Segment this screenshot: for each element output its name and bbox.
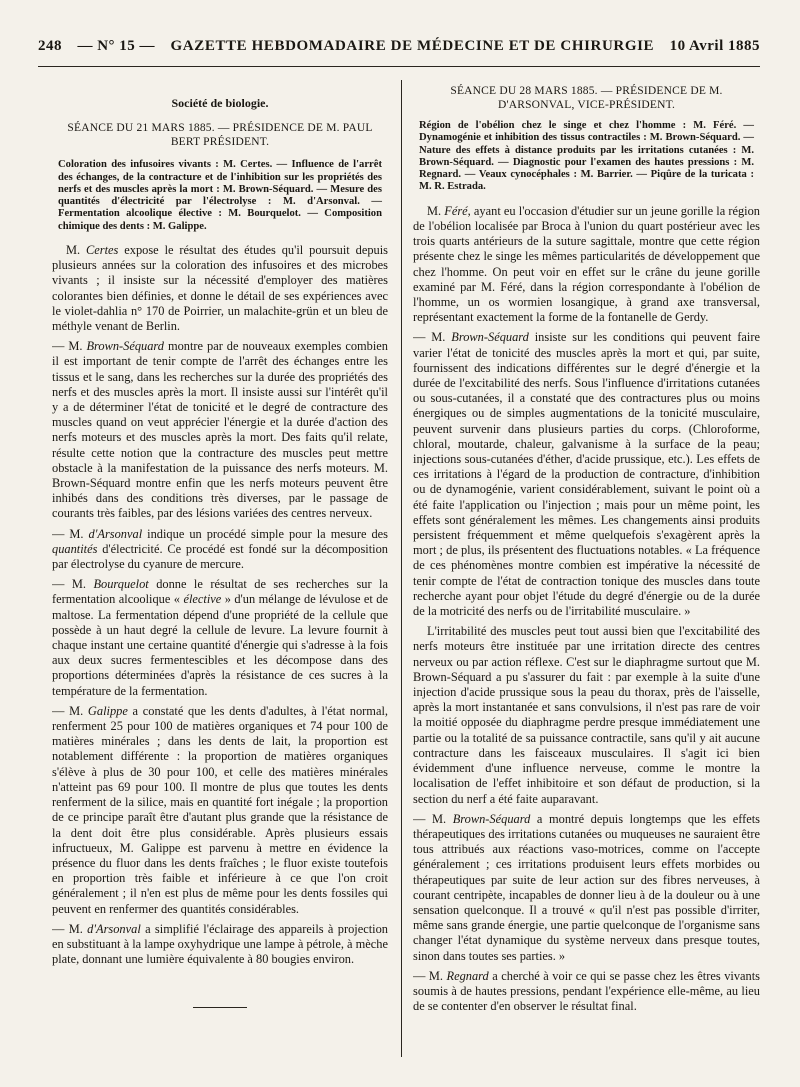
paragraph-irritabilite: L'irritabilité des muscles peut tout aussi bien que l'excitabilité des nerfs moteurs être instituée par une irritation directe des centres nerveux ou par action réflexe. C'est sur le diaphragme surtout que M. Brown-Séquard a pu s'assurer du fait : par exemple à la suite d'une injection d'acide prussique sous la peau du thorax, près de l'aisselle, après la mort instantanée et sans convulsions, il n'est pas rare de voir la moitié opposée du diaphragme perdre presque immédiatement une partie ou la totalité de sa puissance contractile, sans qu'il y ait aucune contracture dans les faisceaux musculaires. Il s'agit ici bien évidemment d'une influence nerveuse, comme le montre la localisation de l'effet inhibitoire et son défaut de production, si la section du nerf a été faite auparavant. (413, 624, 760, 806)
journal-title: GAZETTE HEBDOMADAIRE DE MÉDECINE ET DE CHIRURGIE (170, 38, 655, 54)
paragraph-bourquelot: — M. Bourquelot donne le résultat de ses recherches sur la fermentation alcoolique « élective » d'un mélange de lévulose et de maltose. La fermentation dépend d'une propriété de la cellule que possède à un haut degré la cellule de levure. La levure fournit à chaque instant une certaine quantité d'énergie qui s'adresse à la fois aux deux sucres fermentescibles et les décompose dans des proportions déterminées d'après la résistance de ces sucres à la température de la fermentation. (52, 577, 388, 698)
paragraph-darsonval: — M. d'Arsonval indique un procédé simple pour la mesure des quantités d'électricité. Ce procédé est fondé sur la décomposition par électrolyse du cyanure de mercure. (52, 526, 388, 572)
page-number: 248 (38, 38, 62, 54)
right-column (413, 82, 760, 1061)
speaker-name: Galippe (87, 703, 128, 718)
paragraph-galippe: — M. Galippe a constaté que les dents d'adultes, à l'état normal, renferment 25 pour 100 de matières organiques et 74 pour 100 de matières minérales ; dans les dents de lait, la proportion est notablement différente : la proportion de matières organiques s'élève à plus de 30 pour 100, et celle des matières minérales n'atteint pas 69 pour 100. Il montre de plus que toutes les dents renferment de la silice, mais en quantité fort inégale ; la proportion de ce principe paraît être d'autant plus grande que la résistance de la dent doit être plus considérable. Après plusieurs essais infructueux, M. Galippe est parvenu à mettre en évidence la présence du fluor dans les dents fraîches ; le fluor existe toutefois en proportion très faible et inférieure à ce que l'on croit généralement ; il n'en est plus de même pour les dents fossiles qui peuvent en renfermer des quantités considérables. (52, 703, 388, 916)
speaker-name: Brown-Séquard (86, 339, 164, 354)
issue-number: — N° 15 — (77, 38, 156, 54)
page-header (38, 38, 760, 60)
speaker-name: d'Arsonval (88, 526, 143, 541)
seance-summary: Coloration des infusoires vivants : M. Certes. — Influence de l'arrêt des échanges, de la contracture et de l'inhibition sur les propriétés des nerfs et des muscles après la mort : M. Brown-Séquard. — Mesure des quantités d'électricité par l'électrolyse : M. d'Arsonval. — Fermentation alcoolique élective : M. Bourquelot. — Composition chimique des dents : M. Galippe. (58, 159, 382, 232)
paragraph-brown-sequard: — M. Brown-Séquard montre par de nouveaux exemples combien il est important de tenir compte de l'arrêt des échanges entre les tissus et le sang, dans les recherches sur la durée des propriétés des nerfs et des muscles après la mort. Il insiste aussi sur l'intérêt qu'il y a de déterminer l'état de tonicité et le degré de contracture des muscles quand on veut apprécier l'énergie et la durée d'action des nerfs moteurs et des muscles après la mort. Des faits qu'il relate, résulte cette notion que la contracture des muscles peut mettre obstacle à la manifestation de la puissance des nerfs moteurs. M. Brown-Séquard montre enfin que les nerfs moteurs peuvent être inhibés dans des conditions très diverses, par le passage de courants très faibles, par des lésions variées des centres nerveux. (52, 339, 388, 521)
seance-heading: SÉANCE DU 21 MARS 1885. — PRÉSIDENCE DE M. PAUL BERT PRÉSIDENT. (67, 122, 373, 149)
speaker-name: d'Arsonval (87, 921, 141, 936)
header-rule (38, 66, 760, 67)
paragraph-fere: M. Féré, ayant eu l'occasion d'étudier sur un jeune gorille la région de l'obélion localisée par Broca à l'union du quart postérieur avec les trois quarts antérieurs de la suture sagittale, montre que cette région présente chez le singe les mêmes particularités de développement que chez l'homme. On peut voir en effet sur le crâne du jeune gorille examiné par M. Féré, dans la région correspondante à l'obélion de l'homme, un os wormien losangique, à grand axe transversal, représentant exactement la forme de la fontanelle de Gerdy. (413, 203, 760, 325)
speaker-name: Bourquelot (93, 577, 149, 592)
speaker-name: Regnard (446, 968, 489, 983)
issue-date: 10 Avril 1885 (669, 38, 760, 54)
seance-heading: SÉANCE DU 28 MARS 1885. — PRÉSIDENCE DE M. D'ARSONVAL, VICE-PRÉSIDENT. (450, 85, 723, 111)
paragraph-brown-sequard-2: — M. Brown-Séquard a montré depuis longtemps que les effets thérapeutiques des irritations cutanées ou muqueuses ne sauraient être tous attribués aux réactions vaso-motrices, comme on l'accepte généralement ; ces irritations produisent leurs effets morbides ou thérapeutiques par suite de leur action sur des fibres nerveuses, à courant centripète, incapables de donner lieu à de la douleur ou à une sensation quelconque. Il a trouvé « qu'il n'est pas possible d'irriter, même sans grande énergie, une partie quelconque de l'organisme sans changer l'état dynamique du système nerveux dans presque toutes, sinon dans toutes ses parties. » (413, 811, 760, 963)
column-divider (401, 80, 402, 1057)
paragraph-darsonval-2: — M. d'Arsonval a simplifié l'éclairage des appareils à projection en substituant à la lampe oxyhydrique une lampe à pétrole, à mèche plate, donnant une lumière équivalente à 80 bougies environ. (52, 921, 388, 967)
paragraph-brown-sequard: — M. Brown-Séquard insiste sur les conditions qui peuvent faire varier l'état de tonicité des muscles après la mort et qui, par suite, fournissent des indications différentes sur le degré d'énergie et la durée de l'excitabilité des nerfs. Sous l'influence d'irritations cutanées ou sous-cutanées, il a constaté que des contractures plus ou moins énergiques ou de simples augmentations de la tonicité musculaire, peuvent survenir dans plusieurs parties du corps. (Chloroforme, chloral, moutarde, chaleur, galvanisme à la surface de la peau; injections sous-cutanées d'éther, d'acide prussique, etc.). Les effets de ces irritations à l'égard de la production de contracture, d'inhibition ou de dynamogénie, varient considérablement, suivant le point où a été faite l'application ou l'injection ; mais pour un même point, les effets sont généralement les mêmes. Les changements ainsi produits persistent fréquemment et même quelquefois s'exagèrent après la mort ; de plus, ils présentent des fluctuations notables. « La fréquence de ces phénomènes montre combien est impérative la nécessité de tenir compte de l'état de contraction tonique des muscles dans toute recherche ayant pour objet l'étude du degré d'énergie ou de la durée de la motricité des nerfs ou de l'irritabilité musculaire. » (413, 330, 760, 619)
speaker-name: Brown-Séquard (451, 330, 529, 345)
end-rule (193, 1007, 247, 1008)
speaker-name: Brown-Séquard (452, 811, 531, 826)
left-column (52, 82, 388, 1061)
speaker-name: Féré (444, 203, 468, 218)
seance-summary: Région de l'obélion chez le singe et chez l'homme : M. Féré. — Dynamogénie et inhibition des tissus contractiles : M. Brown-Séquard. — Nature des effets à distance produits par les irritations cutanées : M. Brown-Séquard. — Diagnostic pour l'examen des hautes pressions : M. Regnard. — Veaux cynocéphales : M. Barrier. — Piqûre de la turicata : M. R. Estrada. (419, 120, 754, 193)
paragraph-regnard: — M. Regnard a cherché à voir ce qui se passe chez les êtres vivants soumis à de hautes pressions, pendant l'expérience elle-même, au lieu de se contenter d'en observer le résultat final. (413, 968, 760, 1014)
section-heading: Société de biologie. (171, 96, 269, 110)
paragraph-certes: M. Certes expose le résultat des études qu'il poursuit depuis plusieurs années sur la coloration des infusoires et des microbes vivants ; il insiste sur la nécessité d'employer des matières colorantes bien définies, et donne le détail de ses expériences avec le violet-dahlia n° 170 de Poirrier, un malachite-grün et un bleu de méthyle venant de Berlin. (52, 242, 388, 333)
speaker-name: Certes (86, 242, 119, 257)
